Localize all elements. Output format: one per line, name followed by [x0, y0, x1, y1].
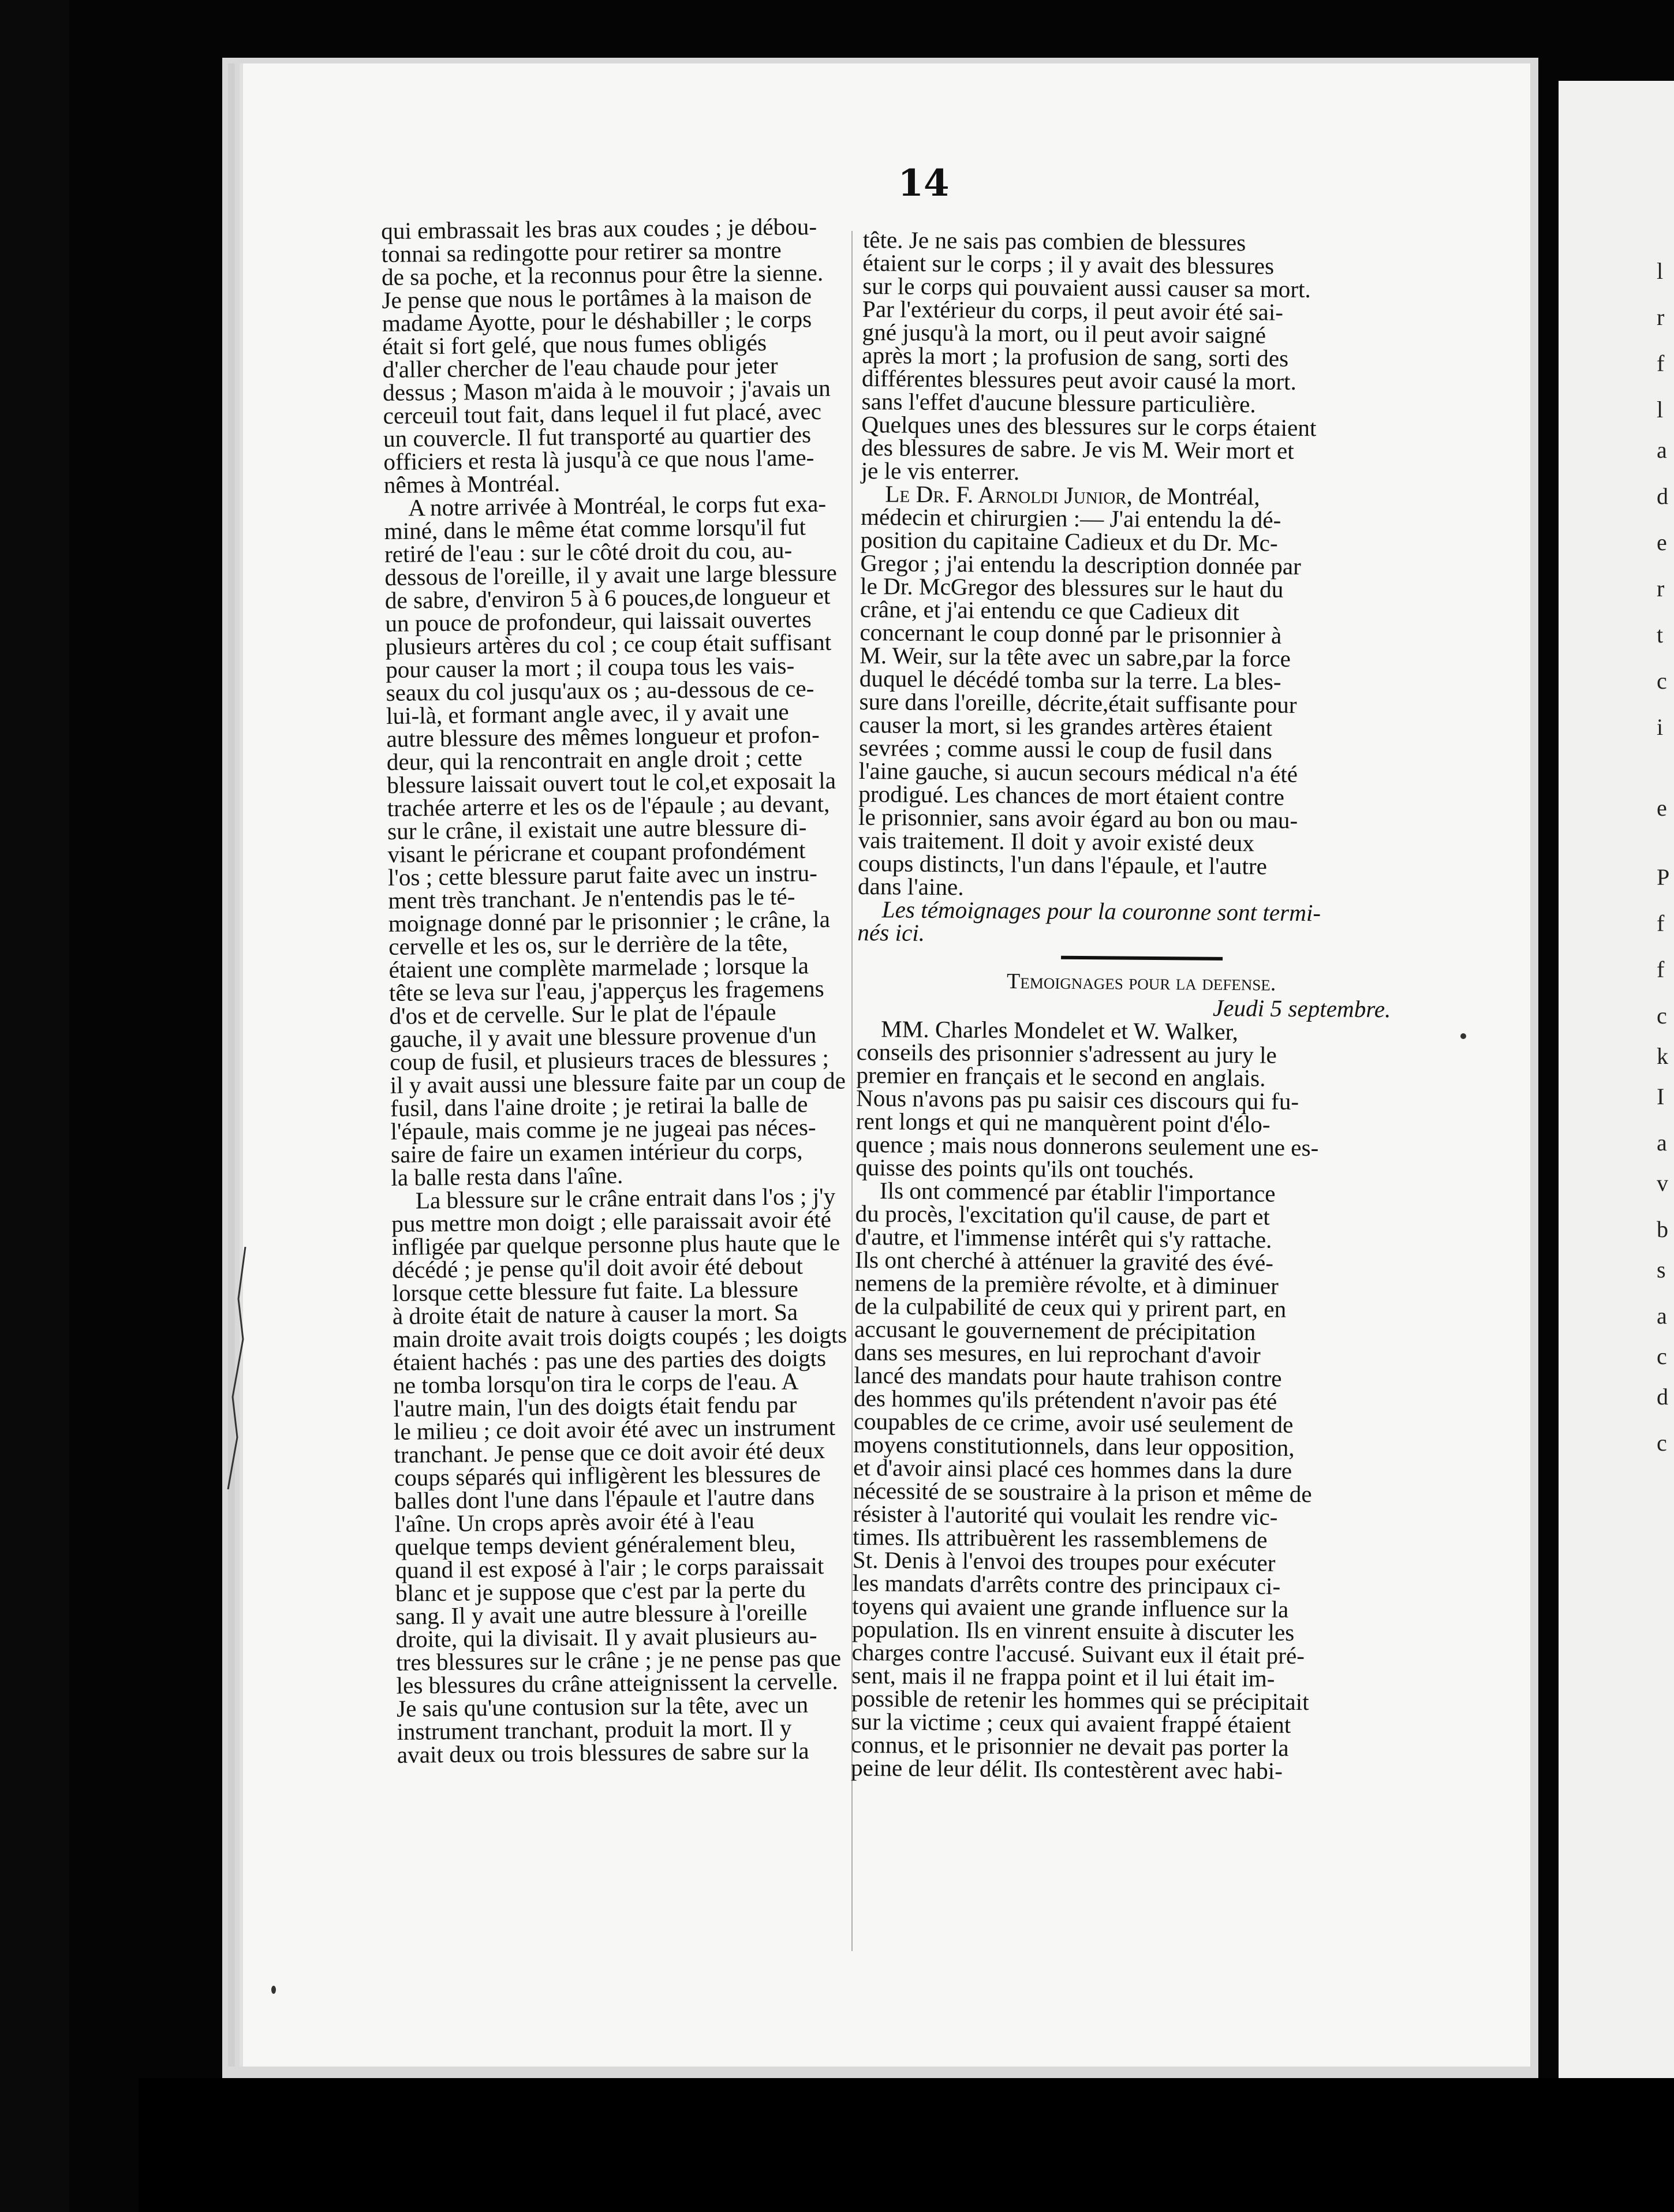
text-line: coup de fusil, et plusieurs traces de blessures ;	[390, 1044, 829, 1075]
text-line: dessous de l'oreille, il y avait une large blessure	[384, 559, 837, 591]
text-line: officiers et resta là jusqu'à ce que nous l'ame-	[383, 444, 814, 475]
ink-spot	[271, 1986, 276, 1994]
adjacent-page-fragment: f	[1657, 956, 1665, 982]
witness-name: Le Dr. F. Arnoldi Junior,	[885, 480, 1133, 509]
text-line: et d'avoir ainsi placé ces hommes dans la dure	[853, 1454, 1292, 1485]
adjacent-page-fragment: c	[1657, 668, 1667, 694]
text-line: nécessité de se soustraire à la prison et même de	[853, 1477, 1312, 1508]
page-number: 14	[898, 162, 950, 205]
text-line: tête se leva sur l'eau, j'apperçus les fragemens	[388, 975, 824, 1006]
text-line: ne tomba lorsqu'on tira le corps de l'eau. A	[393, 1367, 799, 1399]
section-rule	[1061, 956, 1223, 961]
text-line: lorsque cette blessure fut faite. La blessure	[392, 1275, 799, 1306]
text-line: blessure laissait ouvert tout le col,et exposait la	[387, 767, 836, 798]
text-line: dans ses mesures, en lui reprochant d'avoir	[854, 1339, 1261, 1369]
text-line: sur la victime ; ceux qui avaient frappé étaient	[851, 1708, 1291, 1739]
adjacent-page-fragment: f	[1657, 910, 1665, 936]
text-line: nemens de la première révolte, et à diminuer	[854, 1269, 1279, 1299]
text-line: tonnai sa redingotte pour retirer sa montre	[381, 236, 782, 267]
text-line: sevrées ; comme aussi le coup de fusil dans	[858, 734, 1273, 764]
text-line: connus, et le prisonnier ne devait pas porter la	[851, 1731, 1289, 1762]
text-line: étaient hachés : pas une des parties des doigts	[393, 1344, 827, 1376]
adjacent-page-fragment: r	[1657, 304, 1665, 330]
text-line: quand il est exposé à l'air ; le corps paraissait	[395, 1552, 824, 1583]
text-line: l'aîne. Un crops après avoir été à l'eau	[394, 1507, 755, 1537]
text-line: saire de faire un examen intérieur du corps,	[390, 1137, 803, 1168]
text-line: autre blessure des mêmes longueur et profon-	[386, 721, 820, 752]
text-line: l'épaule, mais comme je ne jugeai pas néces-	[390, 1114, 816, 1145]
adjacent-page-fragment: b	[1657, 1216, 1668, 1242]
adjacent-page-fragment: v	[1657, 1170, 1668, 1196]
text-line: sure dans l'oreille, décrite,était suffisante pour	[859, 687, 1297, 718]
text-line: coups distincts, l'un dans l'épaule, et l'autre	[858, 849, 1268, 880]
text-line: pour causer la mort ; il coupa tous les vais-	[385, 652, 795, 683]
text-line: était si fort gelé, que nous fumes obligés	[382, 329, 767, 360]
text-line: plusieurs artères du col ; ce coup était suffisant	[385, 628, 832, 660]
adjacent-page-fragment: c	[1657, 1003, 1667, 1029]
text-line: charges contre l'accusé. Suivant eux il était pré-	[851, 1639, 1305, 1669]
right-column	[851, 228, 1432, 1784]
text-line: peine de leur délit. Ils contestèrent avec habi-	[850, 1754, 1283, 1784]
text-line: la balle resta dans l'aîne.	[391, 1161, 623, 1191]
right-paragraph-3	[855, 1017, 1425, 1183]
text-line: Gregor ; j'ai entendu la description donnée par	[860, 549, 1302, 580]
text-line: un couvercle. Il fut transporté au quartier des	[383, 421, 812, 452]
text-line: sur le crâne, il existait une autre blessure di-	[387, 813, 807, 845]
text-line: sur le corps qui pouvaient aussi causer sa mort.	[862, 272, 1311, 303]
text-line: un pouce de profondeur, qui laissait ouvertes	[385, 606, 812, 637]
adjacent-page-fragment: t	[1657, 622, 1664, 648]
section-heading: Temoignages pour la defense.	[1006, 969, 1276, 996]
text-line: fusil, dans l'aine droite ; je retirai la balle de	[390, 1090, 808, 1122]
text-line: quisse des points qu'ils ont touchés.	[855, 1154, 1194, 1183]
text-line: tranchant. Je pense que ce doit avoir été deux	[394, 1437, 825, 1468]
text-line: concernant le coup donné par le prisonnier à	[860, 618, 1282, 649]
text-line: d'os et de cervelle. Sur le plat de l'épaule	[389, 998, 776, 1029]
witness-line-rest: de Montréal,	[1138, 482, 1260, 510]
text-line: prodigué. Les chances de mort étaient contre	[858, 780, 1285, 810]
text-line: cervelle et les os, sur le derrière de la tête,	[388, 929, 789, 960]
adjacent-page-fragment: e	[1657, 795, 1667, 821]
ink-spot	[1460, 1033, 1466, 1039]
italic-note	[857, 898, 1426, 948]
text-line: qui embrassait les bras aux coudes ; je débou-	[380, 213, 817, 244]
page-edge	[228, 63, 235, 2067]
text-line: à droite était de nature à causer la mort. Sa	[392, 1298, 798, 1329]
text-line: Je pense que nous le portâmes à la maison de	[382, 282, 812, 313]
text-line: tête. Je ne sais pas combien de blessures	[862, 226, 1246, 256]
adjacent-page-fragment: a	[1657, 1130, 1667, 1156]
text-line: A notre arrivée à Montréal, le corps fut exa-	[408, 490, 827, 521]
adjacent-page-fragment: a	[1657, 437, 1667, 463]
text-line: quence ; mais nous donnerons seulement une es-	[855, 1131, 1319, 1161]
text-line: après la mort ; la profusion de sang, sorti des	[862, 341, 1289, 372]
adjacent-page-fragment: d	[1657, 1384, 1668, 1410]
text-line: moyens constitutionnels, dans leur opposition,	[853, 1431, 1295, 1462]
text-line: Ils ont commencé par établir l'importance	[879, 1177, 1276, 1207]
text-line: Nous n'avons pas pu saisir ces discours qui fu-	[855, 1085, 1299, 1115]
text-line: trachée arterre et les os de l'épaule ; au devant,	[387, 790, 830, 821]
text-line: MM. Charles Mondelet et W. Walker,	[880, 1015, 1239, 1045]
text-line: ment très tranchant. Je n'entendis pas le té-	[388, 883, 795, 914]
text-line: différentes blessures peut avoir causé la mort.	[861, 364, 1297, 395]
text-line: coupables de ce crime, avoir usé seulement de	[853, 1408, 1294, 1438]
adjacent-page-fragment: a	[1657, 1303, 1667, 1329]
text-line: madame Ayotte, pour le déshabiller ; le corps	[382, 305, 812, 337]
text-line: l'aine gauche, si aucun secours médical n'a été	[858, 757, 1298, 787]
text-line: pus mettre mon doigt ; elle paraissait avoir été	[391, 1205, 832, 1237]
adjacent-page-fragment: i	[1657, 714, 1664, 740]
adjacent-page-fragment: s	[1657, 1257, 1666, 1283]
text-line: times. Ils attribuèrent les rassemblemens de	[853, 1523, 1268, 1553]
adjacent-page-fragment: l	[1657, 397, 1664, 423]
scan-border	[0, 0, 69, 2212]
adjacent-page-fragment: f	[1657, 350, 1665, 376]
text-line: il y avait aussi une blessure faite par un coup de	[390, 1067, 846, 1098]
text-line: Les témoignages pour la couronne sont termi-	[881, 896, 1321, 926]
text-line: Quelques unes des blessures sur le corps étaient	[861, 410, 1317, 442]
text-line: Ils ont cherché à atténuer la gravité des évé-	[854, 1246, 1274, 1276]
text-line: le milieu ; ce doit avoir été avec un instrument	[393, 1413, 836, 1445]
text-line: nêmes à Montréal.	[383, 469, 561, 498]
text-line: causer la mort, si les grandes artères étaient	[859, 711, 1273, 741]
text-line: toyens qui avaient une grande influence sur la	[852, 1593, 1289, 1623]
text-line: les blessures du crâne atteignissent la cervelle.	[396, 1667, 838, 1699]
date-line: Jeudi 5 septembre.	[1212, 994, 1391, 1023]
text-line: rent longs et qui ne manquèrent point d'élo-	[855, 1108, 1271, 1138]
text-line: de sa poche, et la reconnus pour être la sienne.	[381, 259, 824, 290]
text-line: St. Denis à l'envoi des troupes pour exécuter	[852, 1546, 1276, 1576]
right-paragraph-1	[861, 228, 1432, 487]
text-line: lui-là, et formant angle avec, il y avait une	[386, 698, 789, 729]
text-line: des blessures de sabre. Je vis M. Weir mort et	[861, 434, 1294, 464]
left-column	[381, 214, 870, 1766]
text-line: position du capitaine Cadieux et du Dr. Mc-	[860, 526, 1278, 556]
text-line: décédé ; je pense qu'il doit avoir été debout	[391, 1252, 804, 1283]
text-line: visant le péricrane et coupant profondément	[387, 836, 806, 868]
text-line: moignage donné par le prisonnier ; le crâne, la	[388, 905, 831, 937]
text-line: coups séparés qui infligèrent les blessures de	[394, 1460, 821, 1491]
text-line: Par l'extérieur du corps, il peut avoir été sai-	[862, 295, 1284, 326]
text-line: vais traitement. Il doit y avoir existé deux	[858, 826, 1255, 857]
adjacent-page-fragment: e	[1657, 529, 1667, 555]
text-line: je le vis enterrer.	[861, 457, 1020, 485]
text-line: quelque temps devient généralement bleu,	[394, 1529, 796, 1560]
text-line: tres blessures sur le crâne ; je ne pense pas que	[395, 1644, 842, 1676]
text-line: balles dont l'une dans l'épaule et l'autre dans	[394, 1483, 815, 1514]
adjacent-page-fragment: P	[1657, 864, 1670, 890]
text-line: médecin et chirurgien :— J'ai entendu la dé-	[860, 503, 1281, 533]
text-line: M. Weir, sur la tête avec un sabre,par la force	[860, 641, 1291, 672]
text-line: d'autre, et l'immense intérêt qui s'y rattache.	[855, 1223, 1272, 1253]
text-line: le prisonnier, sans avoir égard au bon ou mau-	[858, 803, 1298, 834]
text-line: nés ici.	[857, 918, 925, 946]
text-line: infligée par quelque personne plus haute que le	[391, 1228, 840, 1260]
text-line: les mandats d'arrêts contre des principaux ci-	[852, 1570, 1281, 1600]
adjacent-page-fragment: c	[1657, 1430, 1667, 1456]
page-crack-mark	[222, 1247, 257, 1489]
text-line: résister à l'autorité qui voulait les rendre vic-	[853, 1500, 1278, 1530]
text-line: La blessure sur le crâne entrait dans l'os ; j'y	[415, 1182, 836, 1214]
text-line: seaux du col jusqu'aux os ; au-dessous de ce-	[386, 675, 814, 706]
text-line: étaient sur le corps ; il y avait des blessures	[862, 249, 1275, 279]
left-paragraph-3	[391, 1184, 870, 1766]
text-line: duquel le décédé tomba sur la terre. La bles-	[859, 664, 1281, 695]
text-line: de la culpabilité de ceux qui y prirent part, en	[854, 1292, 1287, 1323]
scan-bottom-border	[139, 2078, 1674, 2212]
text-line: droite, qui la divisait. Il y avait plusieurs au-	[395, 1621, 817, 1653]
text-line: avait deux ou trois blessures de sabre sur la	[397, 1737, 809, 1768]
left-paragraph-1	[381, 214, 857, 496]
text-line: de sabre, d'environ 5 à 6 pouces,de longueur et	[384, 582, 831, 614]
text-line: du procès, l'excitation qu'il cause, de part et	[855, 1200, 1270, 1230]
text-line: gauche, il y avait une blessure provenue d'un	[389, 1021, 817, 1052]
text-line: l'os ; cette blessure parut faite avec un instru-	[387, 860, 818, 891]
text-line: gné jusqu'à la mort, ou il peut avoir saigné	[862, 318, 1266, 349]
text-line: l'autre main, l'un des doigts était fendu par	[393, 1391, 797, 1422]
text-line: conseils des prisonnier s'adressent au jury le	[856, 1038, 1277, 1068]
adjacent-page-fragment: k	[1657, 1043, 1668, 1069]
adjacent-page-fragment: I	[1657, 1083, 1665, 1109]
text-line: d'aller chercher de l'eau chaude pour jeter	[382, 352, 778, 383]
text-line: dans l'aine.	[857, 872, 964, 901]
text-line: accusant le gouvernement de précipitation	[854, 1316, 1256, 1346]
text-line: instrument tranchant, produit la mort. Il y	[397, 1714, 792, 1745]
text-line: blanc et je suppose que c'est par la perte du	[395, 1575, 806, 1606]
text-line: Je sais qu'une contusion sur la tête, avec un	[396, 1691, 809, 1722]
adjacent-page-fragment: r	[1657, 576, 1665, 601]
text-line: lancé des mandats pour haute trahison contre	[854, 1362, 1282, 1392]
right-paragraph-2	[858, 482, 1430, 902]
right-paragraph-4	[851, 1179, 1424, 1784]
text-line: dessus ; Mason m'aida à le mouvoir ; j'avais un	[382, 374, 831, 406]
text-line: le Dr. McGregor des blessures sur le haut du	[860, 572, 1284, 603]
text-line: population. Ils en vinrent ensuite à discuter les	[851, 1616, 1295, 1646]
text-line: étaient une complète marmelade ; lorsque la	[388, 952, 809, 983]
text-line: possible de retenir les hommes qui se précipitait	[851, 1685, 1309, 1716]
adjacent-page-fragment: d	[1657, 483, 1668, 509]
text-line: cerceuil tout fait, dans lequel il fut placé, avec	[383, 398, 822, 429]
text-line: des hommes qu'ils prétendent n'avoir pas été	[853, 1385, 1277, 1415]
text-line: sans l'effet d'aucune blessure particulière.	[861, 387, 1256, 418]
adjacent-page-fragment: c	[1657, 1343, 1667, 1369]
text-line: crâne, et j'ai entendu ce que Cadieux dit	[860, 595, 1239, 626]
text-line: miné, dans le même état comme lorsqu'il fut	[384, 513, 806, 544]
left-paragraph-2	[384, 491, 865, 1189]
text-line: deur, qui la rencontrait en angle droit ; cette	[386, 744, 803, 775]
text-line: premier en français et le second en anglais.	[856, 1062, 1266, 1092]
text-line: sent, mais il ne frappa point et il lui était im-	[851, 1662, 1275, 1692]
text-line: main droite avait trois doigts coupés ; les doigts	[393, 1321, 847, 1352]
text-line: retiré de l'eau : sur le côté droit du cou, au-	[384, 536, 793, 567]
adjacent-page-fragment: l	[1657, 258, 1664, 284]
text-line: sang. Il y avait une autre blessure à l'oreille	[395, 1598, 808, 1630]
